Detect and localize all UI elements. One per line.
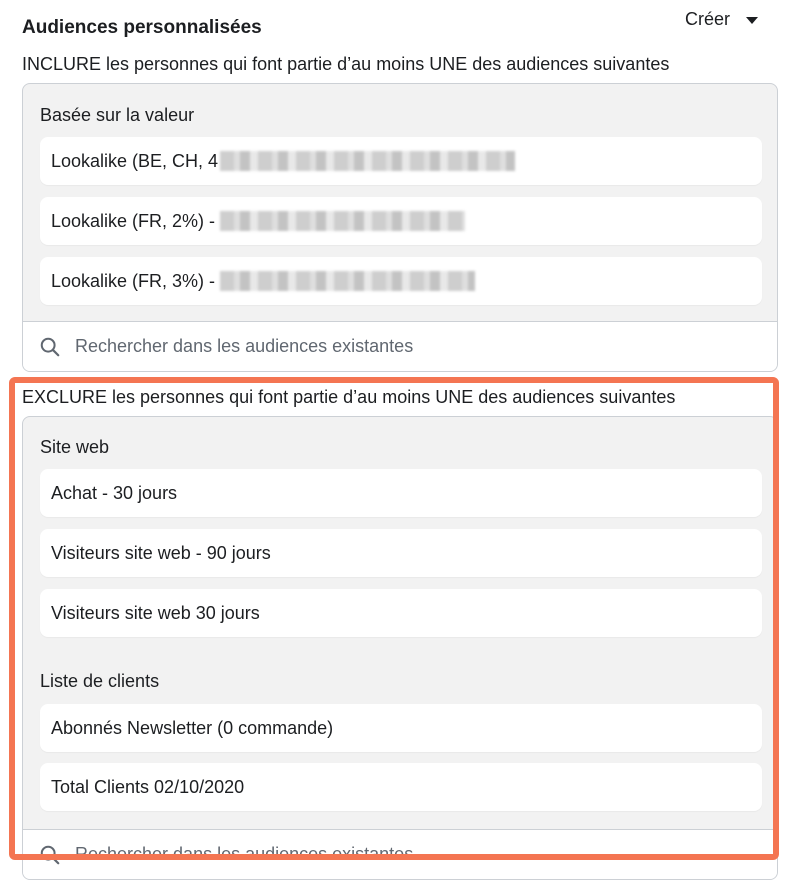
audience-item[interactable] [40,763,762,811]
audience-item-label: Visiteurs site web - 90 jours [51,542,271,563]
exclude-instruction: EXCLURE les personnes qui font partie d’au moins UNE des audiences suivantes [22,387,676,407]
group-label-value-based: Basée sur la valeur [40,105,195,125]
redacted-text [220,211,465,231]
include-search-input[interactable] [73,335,677,358]
redacted-text [220,271,475,291]
exclude-search-input[interactable] [73,843,677,866]
audience-item[interactable] [40,704,762,752]
create-label: Créer [685,9,731,29]
audience-item[interactable] [40,529,762,577]
include-instruction: INCLURE les personnes qui font partie d’au moins UNE des audiences suivantes [22,54,670,74]
section-title: Audiences personnalisées [22,17,262,38]
audience-item-label: Lookalike (FR, 2%) - [51,210,216,231]
include-search-bar[interactable] [23,321,777,371]
caret-down-icon [746,17,758,24]
group-label-website: Site web [40,437,110,457]
audience-item-label: Visiteurs site web 30 jours [51,602,260,623]
search-icon [39,844,61,866]
audience-item[interactable] [40,469,762,517]
group-label-customer-list: Liste de clients [40,671,160,691]
audience-item-label: Abonnés Newsletter (0 commande) [51,717,334,738]
audience-item[interactable] [40,257,762,305]
audience-item[interactable] [40,589,762,637]
audience-item-label: Total Clients 02/10/2020 [51,776,245,797]
search-icon [39,336,61,358]
audience-item-label: Lookalike (FR, 3%) - [51,270,216,291]
include-audience-panel [22,83,778,372]
audience-item-label: Achat - 30 jours [51,482,178,503]
exclude-search-bar[interactable] [23,829,777,879]
audience-item-label: Lookalike (BE, CH, 4 [51,150,219,171]
exclude-audience-panel [22,416,778,880]
create-dropdown-button[interactable] [685,9,758,30]
audience-item[interactable] [40,197,762,245]
audience-item[interactable] [40,137,762,185]
redacted-text [220,151,515,171]
